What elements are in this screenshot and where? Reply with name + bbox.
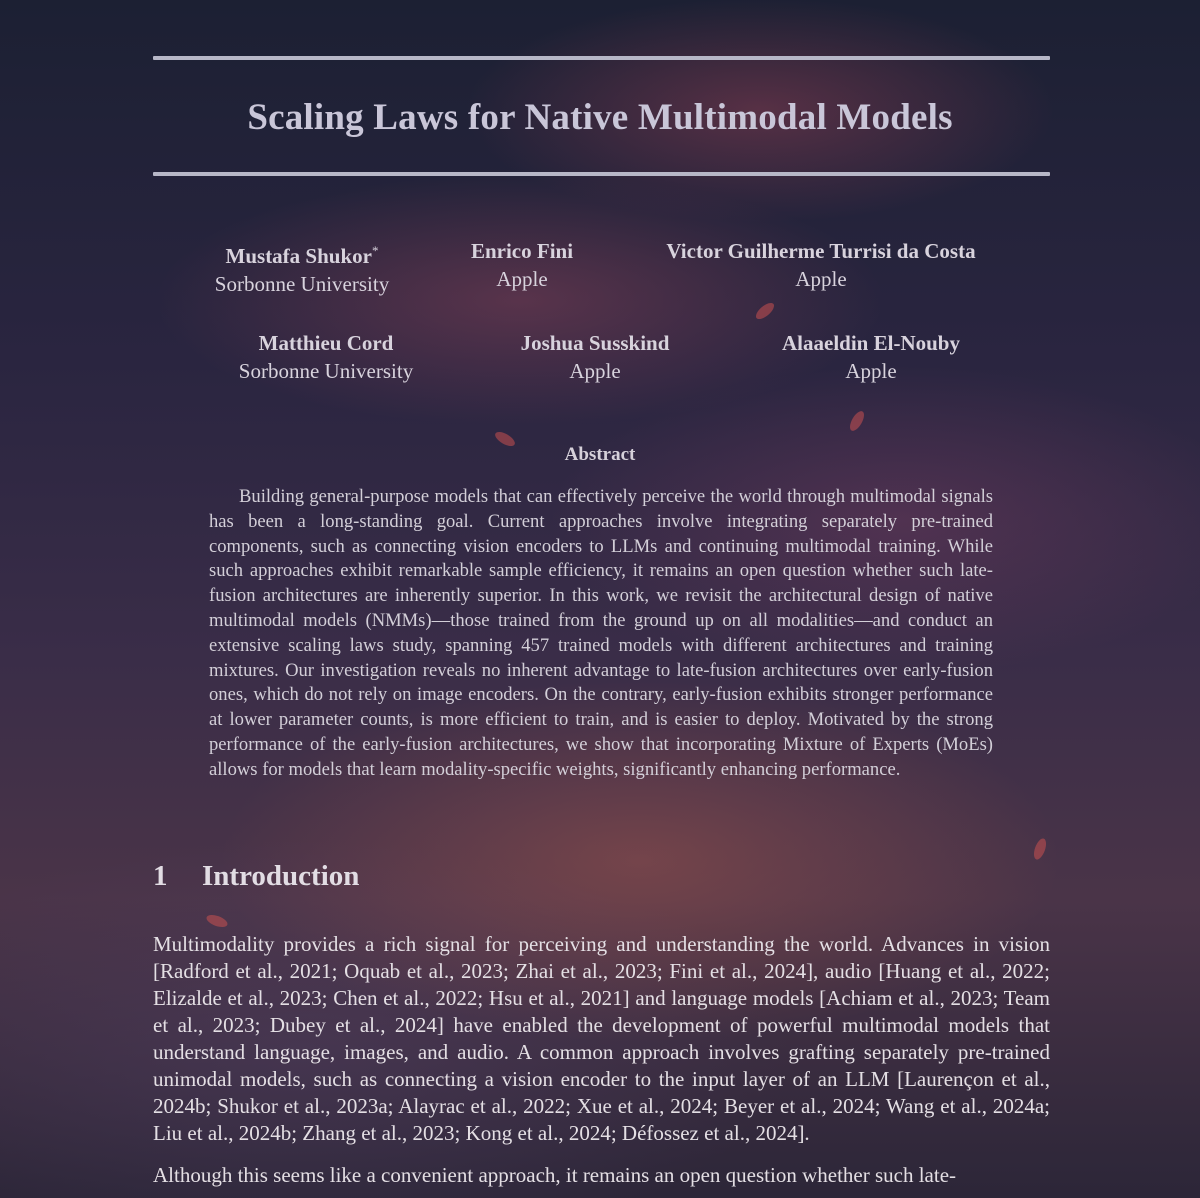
author-name: Joshua Susskind: [520, 331, 670, 355]
petal-decoration: [205, 913, 229, 930]
section-number: 1: [153, 860, 168, 892]
author-block: [760, 329, 982, 385]
intro-paragraph: Multimodality provides a rich signal for perceiving and understanding the world. Advances in vision [Radford et al., 2021; Oquab et al., 2023; Zhai et al., 2023; Fini et al., 2024], audio [Huang et al., 2022; Elizalde et al., 2023; Chen et al., 2022; Hsu et al., 2021] and language models [Achiam et al., 2023; Team et al., 2023; Dubey et al., 2024] have enabled the development of powerful multimodal models that understand language, images, and audio. A common approach involves grafting separately pre-trained unimodal models, such as connecting a vision encoder to the input layer of an LLM [Laurençon et al., 2024b; Shukor et al., 2023a; Alayrac et al., 2022; Xue et al., 2024; Beyer et al., 2024; Wang et al., 2024a; Liu et al., 2024b; Zhang et al., 2023; Kong et al., 2024; Défossez et al., 2024].: [153, 932, 1050, 1145]
paper-title: Scaling Laws for Native Multimodal Models: [247, 97, 953, 138]
petal-decoration: [753, 300, 776, 322]
title-rule-bottom: [153, 172, 1050, 176]
author-name: Mustafa Shukor*: [225, 243, 379, 268]
petal-decoration: [1032, 837, 1049, 861]
author-name: Enrico Fini: [470, 239, 574, 263]
author-block: [220, 329, 432, 385]
title-rule-top: [153, 56, 1050, 60]
author-affiliation: Apple: [845, 359, 897, 383]
author-affiliation: Sorbonne University: [238, 359, 414, 383]
author-block: [640, 237, 1002, 293]
abstract-heading: Abstract: [564, 444, 636, 465]
author-name: Matthieu Cord: [258, 331, 394, 355]
abstract-text: Building general-purpose models that can effectively perceive the world through multimodal signals has been a long-standing goal. Current approaches involve integrating separately pre-trained components, such as connecting vision encoders to LLMs and continuing multimodal training. While such approaches exhibit remarkable sample efficiency, it remains an open question whether such late-fusion architectures are inherently superior. In this work, we revisit the architectural design of native multimodal models (NMMs)—those trained from the ground up on all modalities—and conduct an extensive scaling laws study, spanning 457 trained models with different architectures and training mixtures. Our investigation reveals no inherent advantage to late-fusion architectures over early-fusion ones, which do not rely on image encoders. On the contrary, early-fusion exhibits stronger performance at lower parameter counts, is more efficient to train, and is easier to deploy. Motivated by the strong performance of the early-fusion architectures, we show that incorporating Mixture of Experts (MoEs) allows for models that learn modality-specific weights, significantly enhancing performance.: [209, 486, 993, 780]
author-affiliation: Apple: [569, 359, 621, 383]
section-heading: [153, 860, 359, 893]
author-name: Alaaeldin El-Nouby: [782, 331, 960, 355]
section-title: Introduction: [202, 860, 360, 892]
intro-paragraph: Although this seems like a convenient approach, it remains an open question whether such late-: [153, 1163, 957, 1187]
author-name: Victor Guilherme Turrisi da Costa: [666, 239, 976, 263]
author-footnote-mark: *: [371, 243, 379, 258]
author-affiliation: Sorbonne University: [214, 272, 390, 296]
author-block: [495, 329, 695, 385]
author-affiliation: Apple: [795, 267, 847, 291]
author-affiliation: Apple: [496, 267, 548, 291]
author-block: [442, 237, 602, 293]
author-block: [202, 237, 402, 298]
petal-decoration: [847, 409, 867, 433]
